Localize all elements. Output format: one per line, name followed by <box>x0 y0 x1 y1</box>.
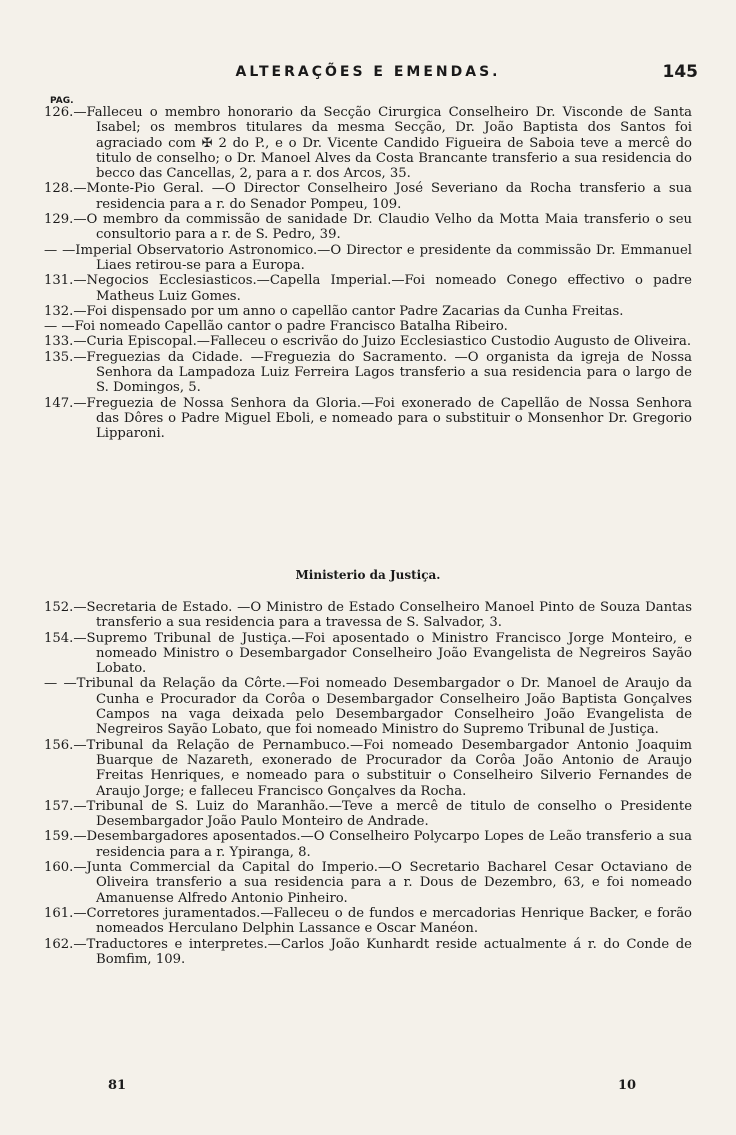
entry-observatorio: — —Imperial Observatorio Astronomico.—O Director e presidente da commissão Dr. Emmanuel Liaes retirou-se para a Europa. <box>44 242 692 273</box>
entry-157: 157.—Tribunal de S. Luiz do Maranhão.—Teve a mercê de titulo de conselho o Presidente Desembargador João Paulo Monteiro de Andrade. <box>44 798 692 830</box>
entry-capellao: — —Foi nomeado Capellão cantor o padre Francisco Batalha Ribeiro. <box>44 319 508 335</box>
entries-section-1 <box>44 105 692 442</box>
page-number: 145 <box>662 62 698 82</box>
entry-152: 152.—Secretaria de Estado. —O Ministro de Estado Conselheiro Manoel Pinto de Souza Dantas transferio a sua residencia para a travessa de S. Salvador, 3. <box>44 600 692 631</box>
section-title: Ministerio da Justiça. <box>295 568 441 582</box>
entry-relacao-corte: — —Tribunal da Relação da Côrte.—Foi nomeado Desembargador o Dr. Manoel de Araujo da Cunha e Procurador da Corôa o Desembargador Conselheiro João Baptista Gonçalves Campos na vaga deixada pelo Desembargador Conselheiro João Evangelista de Negreiros Sayão Lobato, que foi nomeado Ministro do Supremo Tribunal de Justiça. <box>44 676 692 738</box>
entry-131: 131.—Negocios Ecclesiasticos.—Capella Imperial.—Foi nomeado Conego effectivo o padre Matheus Luiz Gomes. <box>44 273 692 304</box>
entry-126: 126.—Falleceu o membro honorario da Secção Cirurgica Conselheiro Dr. Visconde de Santa Isabel; os membros titulares da mesma Secção, Dr. João Baptista dos Santos foi agraciado com ✠ 2 do P., e o Dr. Vicente Candido Figueira de Saboia teve a mercê do titulo de conselho; o Dr. Manoel Alves da Costa Brancante transferio a sua residencia do becco das Cancellas, 2, para a r. dos Arcos, 35. <box>44 105 692 182</box>
entry-160: 160.—Junta Commercial da Capital do Imperio.—O Secretario Bacharel Cesar Octaviano de Oliveira transferio a sua residencia para a r. Dous de Dezembro, 63, e foi nomeado Amanuense Alfredo Antonio Pinheiro. <box>44 860 692 906</box>
entries-section-2 <box>44 600 692 967</box>
entry-135: 135.—Freguezias da Cidade. —Freguezia do Sacramento. —O organista da igreja de Nossa Senhora da Lampadoza Luiz Ferreira Lagos transferio a sua residencia para o largo de S. Domingos, 5. <box>44 349 692 396</box>
entry-129: 129.—O membro da commissão de sanidade Dr. Claudio Velho da Motta Maia transferio o seu consultorio para a r. de S. Pedro, 39. <box>44 212 692 243</box>
entry-132: 132.—Foi dispensado por um anno o capellão cantor Padre Zacarias da Cunha Freitas. <box>44 303 624 319</box>
footer-signature-right: 10 <box>618 1078 637 1093</box>
running-head: ALTERAÇÕES E EMENDAS. <box>235 64 501 80</box>
footer-signature-left: 81 <box>108 1078 127 1093</box>
entry-133: 133.—Curia Episcopal.—Falleceu o escrivão do Juizo Ecclesiastico Custodio Augusto de Oliveira. <box>44 334 692 350</box>
entry-162: 162.—Traductores e interpretes.—Carlos João Kunhardt reside actualmente á r. do Conde de Bomfim, 109. <box>44 936 692 967</box>
entry-154: 154.—Supremo Tribunal de Justiça.—Foi aposentado o Ministro Francisco Jorge Monteiro, e nomeado Ministro o Desembargador Conselheiro João Evangelista de Negreiros Sayão Lobato. <box>44 630 692 677</box>
entry-159: 159.—Desembargadores aposentados.—O Conselheiro Polycarpo Lopes de Leão transferio a sua residencia para a r. Ypiranga, 8. <box>44 829 692 860</box>
entry-161: 161.—Corretores juramentados.—Falleceu o de fundos e mercadorias Henrique Backer, e forão nomeados Herculano Delphin Lassance e Oscar Manéon. <box>44 905 692 937</box>
entry-156: 156.—Tribunal da Relação de Pernambuco.—Foi nomeado Desembargador Antonio Joaquim Buarque de Nazareth, exonerado de Procurador da Corôa João Antonio de Araujo Freitas Henriques, e nomeado para o substituir o Conselheiro Silverio Fernandes de Araujo Jorge; e falleceu Francisco Gonçalves da Rocha. <box>44 737 692 799</box>
pag-column-label: PAG. <box>50 96 74 106</box>
entry-128: 128.—Monte-Pio Geral. —O Director Conselheiro José Severiano da Rocha transferio a sua residencia para a r. do Senador Pompeu, 109. <box>44 181 692 212</box>
entry-147: 147.—Freguezia de Nossa Senhora da Gloria.—Foi exonerado de Capellão de Nossa Senhora das Dôres o Padre Miguel Eboli, e nomeado para o substituir o Monsenhor Dr. Gregorio Lipparoni. <box>44 395 692 442</box>
